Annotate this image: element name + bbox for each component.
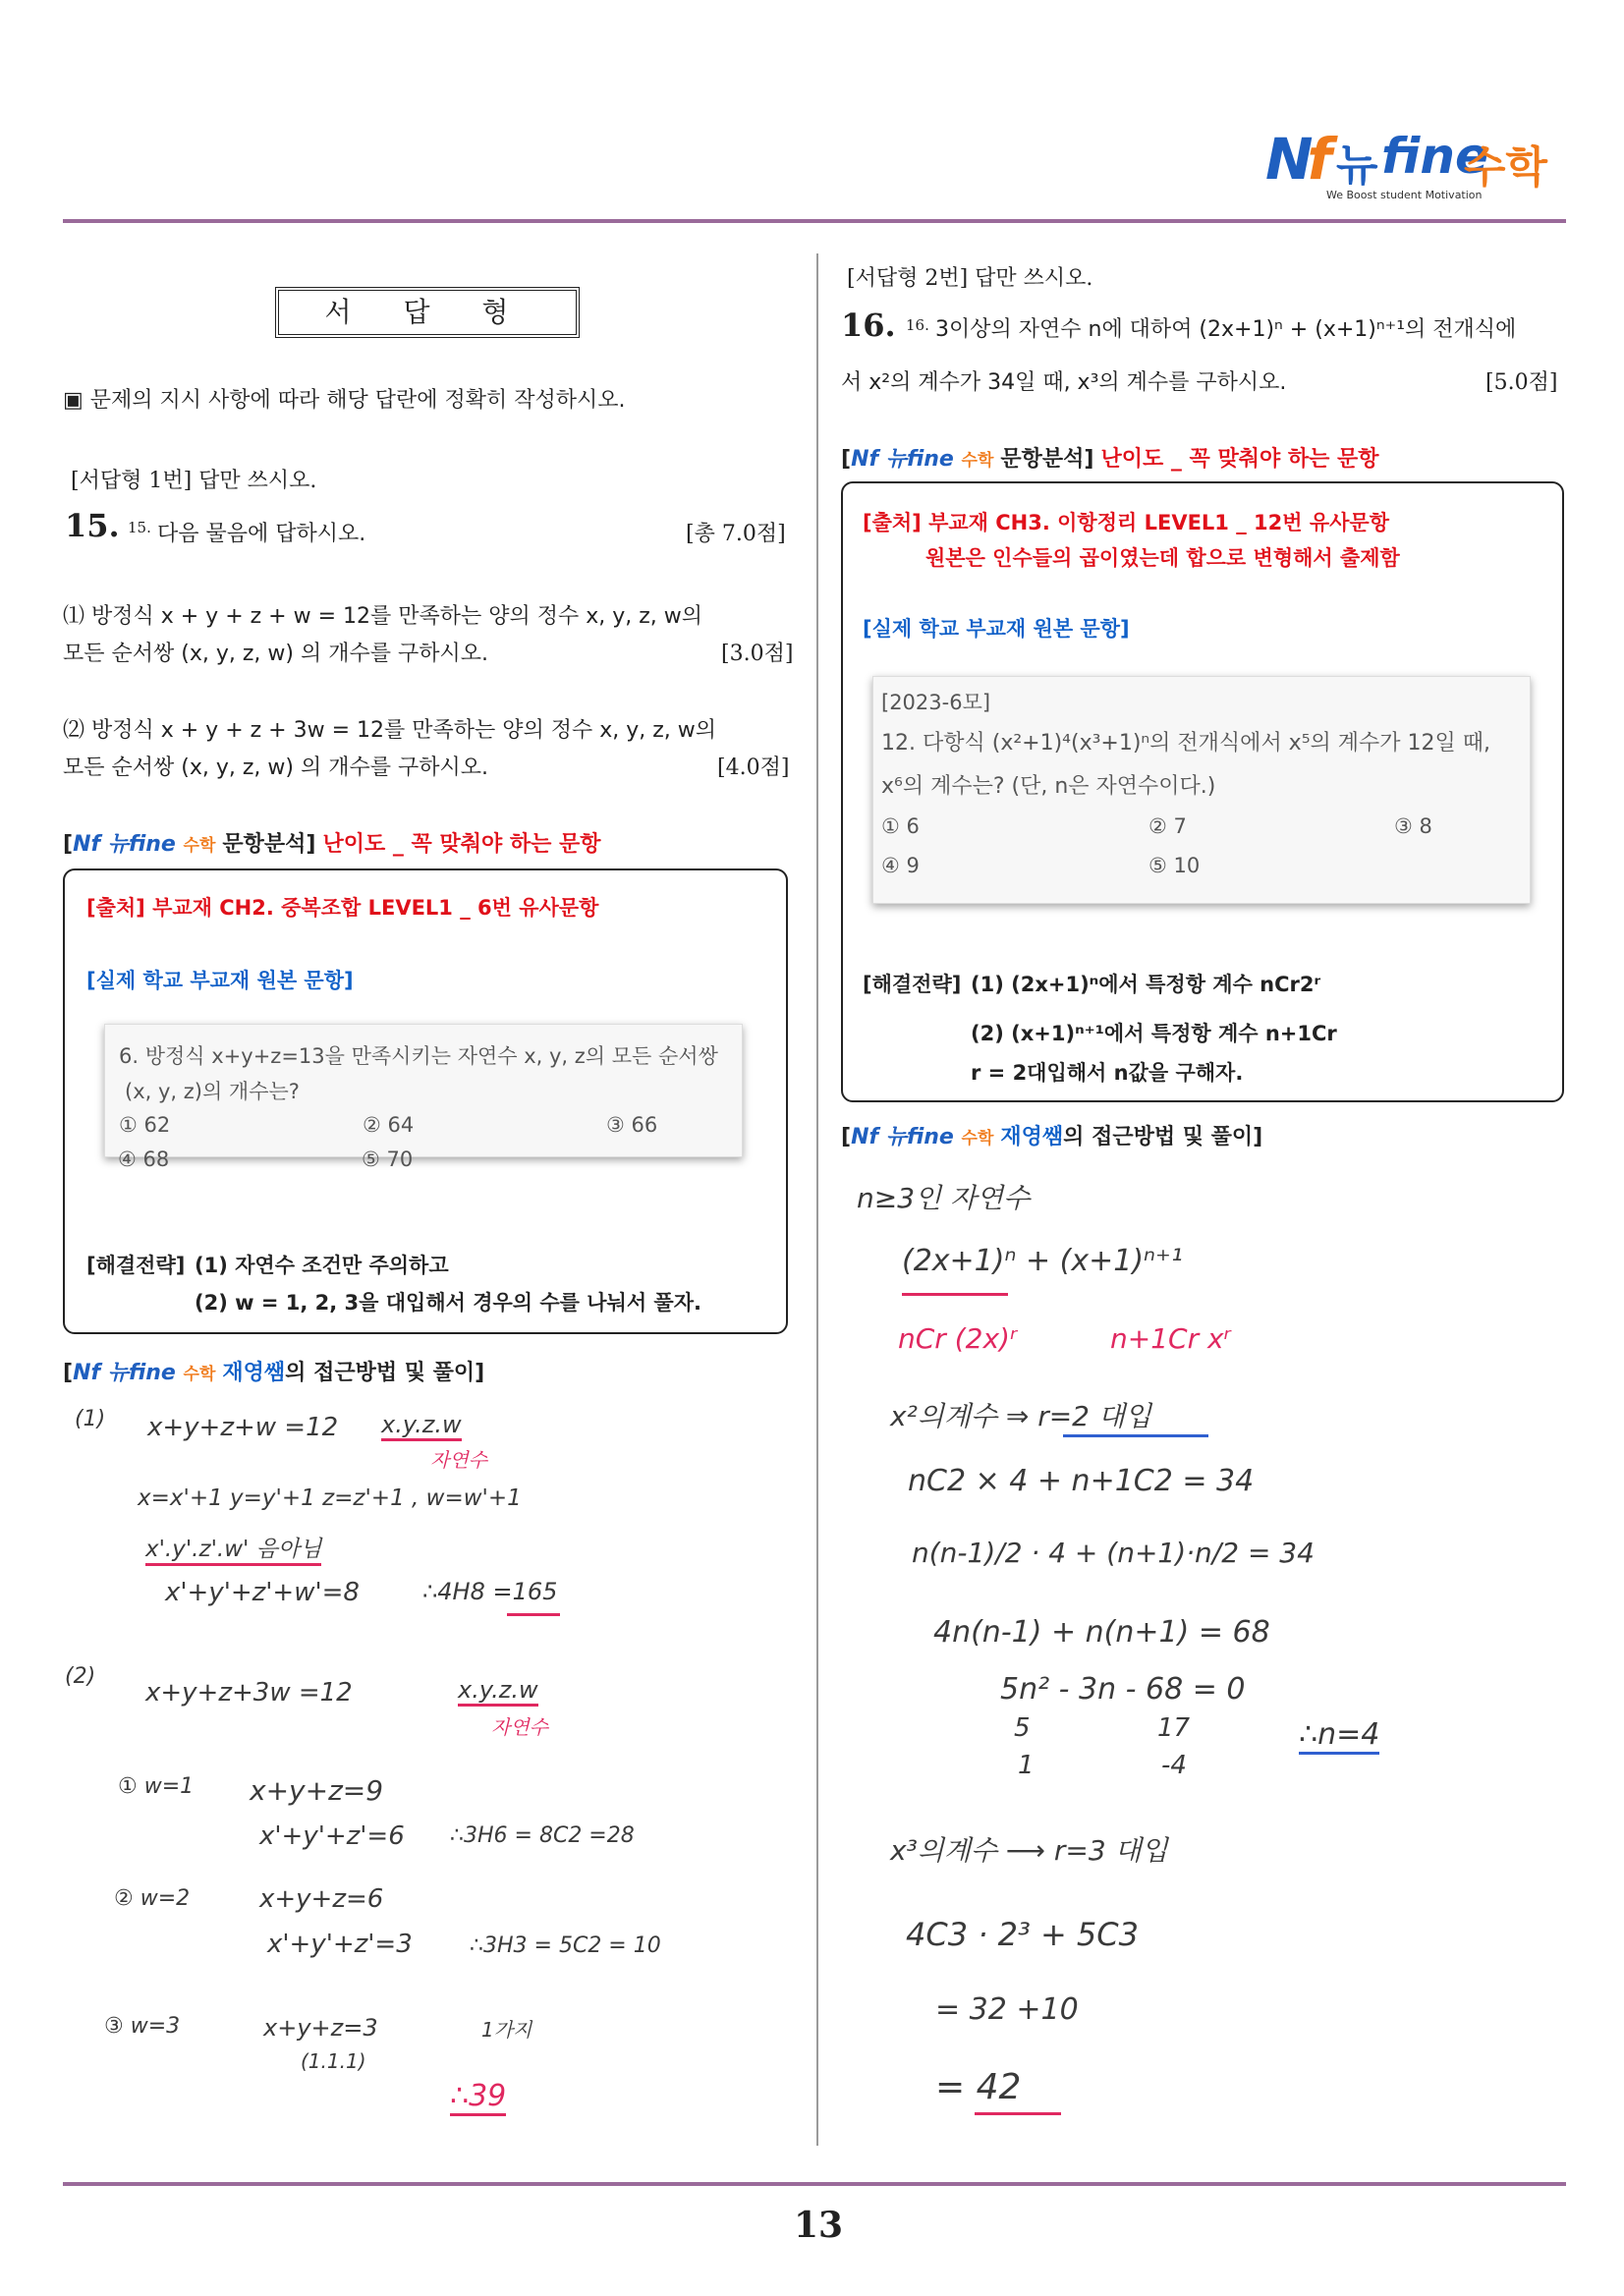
orig-choice-2: ② 64: [363, 1113, 415, 1137]
hw-r3b: n+1Cr xʳ: [1110, 1322, 1231, 1355]
hw-vars1: x.y.z.w: [381, 1411, 462, 1441]
hw-r15: = 42: [935, 2067, 1022, 2107]
header-rule: [63, 219, 1566, 223]
orig-choice-1: ① 62: [119, 1113, 171, 1137]
orig-r-choice-2: ② 7: [1148, 814, 1187, 838]
hw-r9a: 5: [1014, 1713, 1031, 1743]
hw-case3b: (1.1.1): [301, 2049, 366, 2073]
hw-nonneg: x'.y'.z'.w' 음아님: [145, 1531, 321, 1566]
analysis-panel-left: [63, 868, 788, 1334]
original-problem-image-left: [104, 1024, 743, 1157]
q15-p1-points: [3.0점]: [721, 642, 794, 666]
hw-r4-underline: [1063, 1434, 1208, 1437]
strategy1-right: (1) (2x+1)ⁿ에서 특정항 계수 nCr2ʳ: [971, 973, 1321, 996]
hw-case2: ② w=2: [114, 1886, 191, 1911]
strategy1-left: (1) 자연수 조건만 주의하고: [195, 1254, 449, 1277]
hw-r10a: 1: [1018, 1751, 1035, 1780]
hw-vars2: x.y.z.w: [458, 1676, 538, 1707]
hw-r10b: -4: [1161, 1751, 1187, 1780]
instruction-text: ▣ 문제의 지시 사항에 따라 해당 답란에 정확히 작성하시오.: [63, 388, 626, 413]
hw-r7: 4n(n-1) + n(n+1) = 68: [933, 1615, 1270, 1650]
strategy-label-left: [해결전략]: [86, 1254, 186, 1277]
hw-case1a: x+y+z=9: [250, 1774, 384, 1807]
hw-case2c: ∴3H3 = 5C2 = 10: [470, 1933, 661, 1958]
hw-r9b: 17: [1157, 1713, 1191, 1743]
source-right-2: 원본은 인수들의 곱이였는데 합으로 변형해서 출제함: [925, 546, 1400, 570]
q15-p2-points: [4.0점]: [717, 756, 790, 780]
q15-p2-line1: ⑵ 방정식 x + y + z + 3w = 12를 만족하는 양의 정수 x, y, z, w의: [63, 718, 717, 743]
hw-case2a: x+y+z=6: [259, 1884, 384, 1914]
hw-r8: 5n² - 3n - 68 = 0: [1000, 1672, 1246, 1707]
brand-logo: [1265, 126, 1550, 204]
footer-rule: [63, 2182, 1566, 2186]
q15-label: 15.: [128, 519, 151, 536]
orig-r-choice-3: ③ 8: [1394, 814, 1432, 838]
hw-subst: x=x'+1 y=y'+1 z=z'+1 , w=w'+1: [138, 1485, 522, 1511]
prompt-q16: [서답형 2번] 답만 쓰시오.: [847, 266, 1093, 291]
q15-p1-line1: ⑴ 방정식 x + y + z + w = 12를 만족하는 양의 정수 x, y, z, w의: [63, 604, 703, 629]
orig-line2: (x, y, z)의 개수는?: [125, 1080, 300, 1103]
strategy2-right: (2) (x+1)ⁿ⁺¹에서 특정항 계수 n+1Cr: [971, 1022, 1337, 1045]
analysis-heading-left: [Nf 뉴fine 수학 문항분석] 난이도 _ 꼭 맞춰야 하는 문항: [63, 832, 601, 857]
mini-logo-icon: Nf 뉴fine 수학: [73, 832, 216, 857]
hw-case1: ① w=1: [118, 1774, 195, 1799]
q15-points: [총 7.0점]: [686, 522, 786, 546]
q15-text: 다음 물음에 답하시오.: [157, 522, 366, 546]
hw-part1: (1): [75, 1407, 106, 1431]
logo-korean: 뉴: [1336, 140, 1378, 191]
hw-case1b: x'+y'+z'=6: [259, 1821, 405, 1851]
hw-r14: = 32 +10: [935, 1992, 1079, 2027]
orig-r-choice-4: ④ 9: [881, 854, 920, 877]
q16-label: 16.: [906, 316, 929, 334]
hw-eq2: x+y+z+3w =12: [145, 1678, 353, 1708]
orig-line1: 6. 방정식 x+y+z=13을 만족시키는 자연수 x, y, z의 모든 순서쌍: [119, 1044, 718, 1068]
hw-r15-underline: [975, 2112, 1061, 2115]
original-title-left: [실제 학교 부교재 원본 문항]: [86, 969, 354, 992]
hw-ans2: ∴39: [450, 2079, 506, 2116]
q15-number: 15.: [65, 507, 120, 544]
hw-case3: ③ w=3: [104, 2014, 181, 2039]
hw-underline1: [507, 1613, 560, 1616]
difficulty-right: 난이도 _ 꼭 맞춰야 하는 문항: [1100, 447, 1379, 472]
q16-points: [5.0점]: [1485, 370, 1558, 395]
analysis-panel-right: [841, 481, 1564, 1102]
hw-eq1: x+y+z+w =12: [147, 1413, 339, 1442]
hw-case2b: x'+y'+z'=3: [267, 1930, 413, 1959]
source-left: [출처] 부교재 CH2. 중복조합 LEVEL1 _ 6번 유사문항: [86, 896, 599, 920]
logo-slogan: We Boost student Motivation: [1326, 189, 1483, 201]
solution-heading-right: [Nf 뉴fine 수학 재영쌤의 접근방법 및 풀이]: [841, 1125, 1263, 1149]
orig-choice-3: ③ 66: [606, 1113, 658, 1137]
page-number: 13: [794, 2205, 844, 2246]
hw-r2-underline: [902, 1293, 1008, 1296]
hw-ans1: ∴4H8 =165: [422, 1578, 558, 1605]
logo-math: 수학: [1464, 142, 1548, 193]
orig-r-choice-5: ⑤ 10: [1148, 854, 1201, 877]
hw-r6: n(n-1)/2 · 4 + (n+1)·n/2 = 34: [912, 1537, 1315, 1569]
source-right-1: [출처] 부교재 CH3. 이항정리 LEVEL1 _ 12번 유사문항: [863, 511, 1389, 534]
hw-r3a: nCr (2x)ʳ: [898, 1322, 1018, 1355]
hw-natural2: 자연수: [491, 1715, 548, 1739]
strategy-label-right: [해결전략]: [863, 973, 962, 996]
original-problem-image-right: [872, 676, 1531, 904]
column-divider: [816, 253, 818, 2146]
nf-logo-mark: Nf: [1265, 126, 1326, 193]
orig-line1-right: 12. 다항식 (x²+1)⁴(x³+1)ⁿ의 전개식에서 x⁵의 계수가 12일 때,: [881, 731, 1491, 756]
orig-r-choice-1: ① 6: [881, 814, 920, 838]
orig-year: [2023-6모]: [881, 691, 991, 714]
hw-case3a: x+y+z=3: [263, 2014, 378, 2042]
hw-r2: (2x+1)ⁿ + (x+1)ⁿ⁺¹: [902, 1244, 1183, 1278]
prompt-q15: [서답형 1번] 답만 쓰시오.: [71, 469, 317, 493]
difficulty-left: 난이도 _ 꼭 맞춰야 하는 문항: [322, 832, 601, 857]
original-title-right: [실제 학교 부교재 원본 문항]: [863, 617, 1130, 641]
hw-eq1b: x'+y'+z'+w'=8: [165, 1578, 360, 1607]
q15-p1-line2: 모든 순서쌍 (x, y, z, w) 의 개수를 구하시오.: [63, 642, 488, 666]
hw-case3c: 1가지: [481, 2018, 532, 2042]
orig-line2-right: x⁶의 계수는? (단, n은 자연수이다.): [881, 774, 1216, 799]
section-title-box: 서 답 형: [275, 287, 580, 338]
solution-heading-left: [Nf 뉴fine 수학 재영쌤의 접근방법 및 풀이]: [63, 1361, 485, 1385]
hw-r5: nC2 × 4 + n+1C2 = 34: [908, 1464, 1255, 1498]
q16-number: 16.: [841, 307, 896, 344]
strategy3-right: r = 2대입해서 n값을 구해자.: [971, 1061, 1244, 1085]
hw-part2: (2): [65, 1664, 96, 1689]
strategy2-left: (2) w = 1, 2, 3을 대입해서 경우의 수를 나눠서 풀자.: [195, 1291, 701, 1315]
orig-choice-5: ⑤ 70: [362, 1148, 414, 1171]
q16-line1: 3이상의 자연수 n에 대하여 (2x+1)ⁿ + (x+1)ⁿ⁺¹의 전개식에: [935, 317, 1517, 342]
logo-fine: fine: [1381, 128, 1488, 185]
q16-line2: 서 x²의 계수가 34일 때, x³의 계수를 구하시오.: [841, 370, 1287, 395]
hw-r4: x²의계수 ⇒ r=2 대입: [890, 1400, 1151, 1432]
q15-p2-line2: 모든 순서쌍 (x, y, z, w) 의 개수를 구하시오.: [63, 756, 488, 780]
hw-r13: 4C3 · 2³ + 5C3: [906, 1916, 1139, 1953]
hw-r1: n≥3인 자연수: [857, 1182, 1031, 1214]
hw-r11: ∴n=4: [1299, 1717, 1379, 1755]
hw-r12: x³의계수 ⟶ r=3 대입: [890, 1834, 1168, 1867]
analysis-heading-right: [Nf 뉴fine 수학 문항분석] 난이도 _ 꼭 맞춰야 하는 문항: [841, 447, 1379, 472]
orig-choice-4: ④ 68: [118, 1148, 170, 1171]
hw-case1c: ∴3H6 = 8C2 =28: [450, 1823, 635, 1848]
hw-natural1: 자연수: [430, 1448, 487, 1472]
